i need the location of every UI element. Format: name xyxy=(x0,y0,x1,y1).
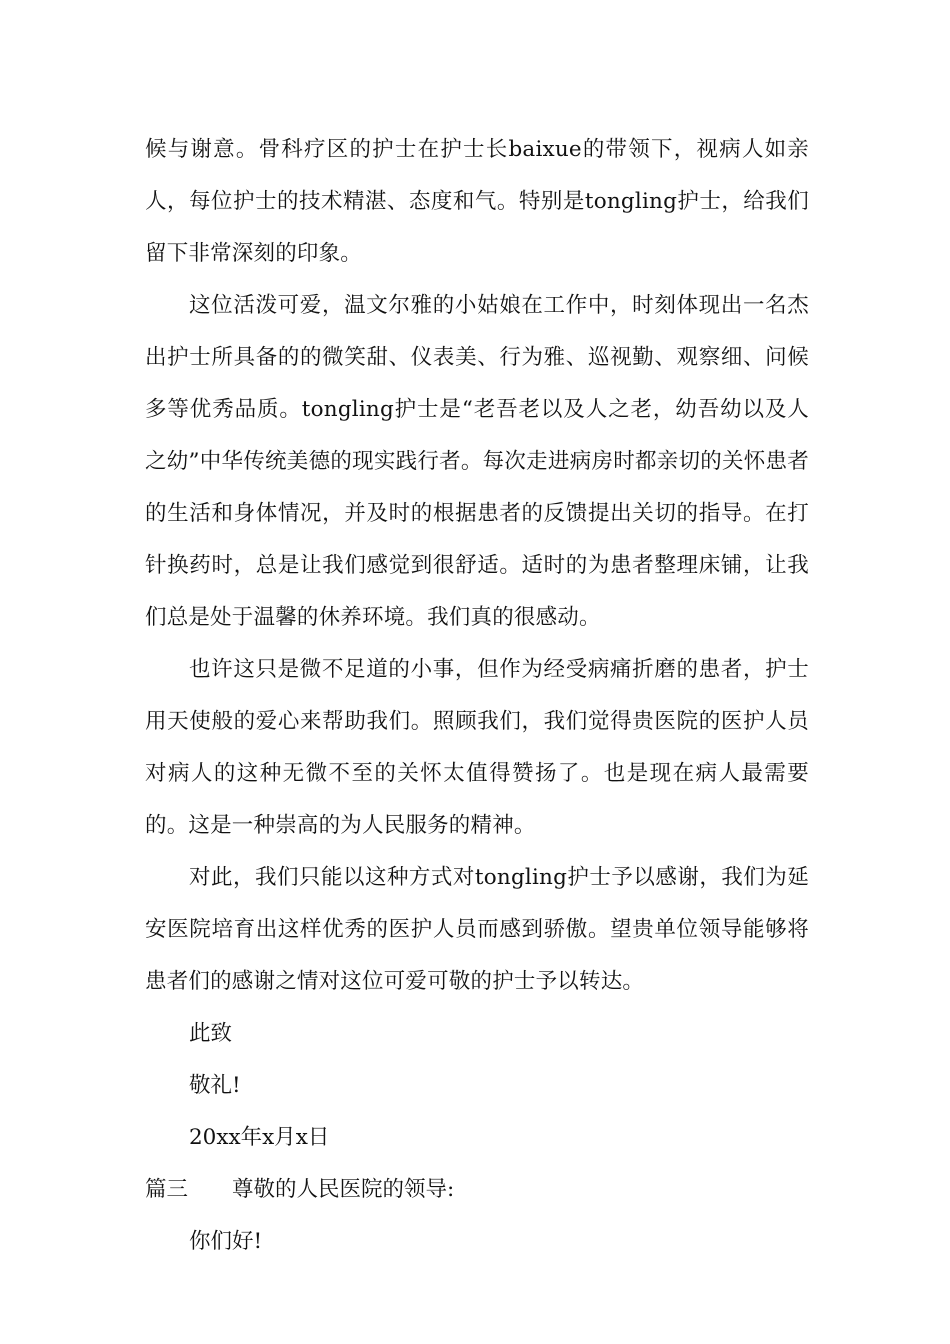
section-label: 篇三 xyxy=(145,1177,189,1202)
closing-regards: 敬礼! xyxy=(189,1073,241,1098)
paragraph-thanks: 对此，我们只能以这种方式对tongling护士予以感谢，我们为延安医院培育出这样优秀的医护人员而感到骄傲。望贵单位领导能够将患者们的感谢之情对这位可爱可敬的护士予以转达。 xyxy=(145,865,809,994)
paragraph-continuation: 候与谢意。骨科疗区的护士在护士长baixue的带领下，视病人如亲人，每位护士的技术精湛、态度和气。特别是tongling护士，给我们留下非常深刻的印象。 xyxy=(145,137,809,266)
closing-salutation: 此致 xyxy=(189,1021,233,1046)
document-body xyxy=(145,124,809,1268)
letter-date: 20xx年x月x日 xyxy=(189,1125,330,1150)
section-heading xyxy=(145,1164,809,1216)
paragraph-small-things: 也许这只是微不足道的小事，但作为经受病痛折磨的患者，护士用天使般的爱心来帮助我们。照顾我们，我们觉得贵医院的医护人员对病人的这种无微不至的关怀太值得赞扬了。也是现在病人最需要的。这是一种崇高的为人民服务的精神。 xyxy=(145,657,809,838)
paragraph-nurse-praise: 这位活泼可爱，温文尔雅的小姑娘在工作中，时刻体现出一名杰出护士所具备的的微笑甜、仪表美、行为雅、巡视勤、观察细、问候多等优秀品质。tongling护士是“老吾老以及人之老，幼吾幼以及人之幼”中华传统美德的现实践行者。每次走进病房时都亲切的关怀患者的生活和身体情况，并及时的根据患者的反馈提出关切的指导。在打针换药时，总是让我们感觉到很舒适。适时的为患者整理床铺，让我们总是处于温馨的休养环境。我们真的很感动。 xyxy=(145,293,809,630)
greeting: 你们好! xyxy=(189,1229,263,1254)
section-title: 尊敬的人民医院的领导: xyxy=(232,1177,455,1202)
